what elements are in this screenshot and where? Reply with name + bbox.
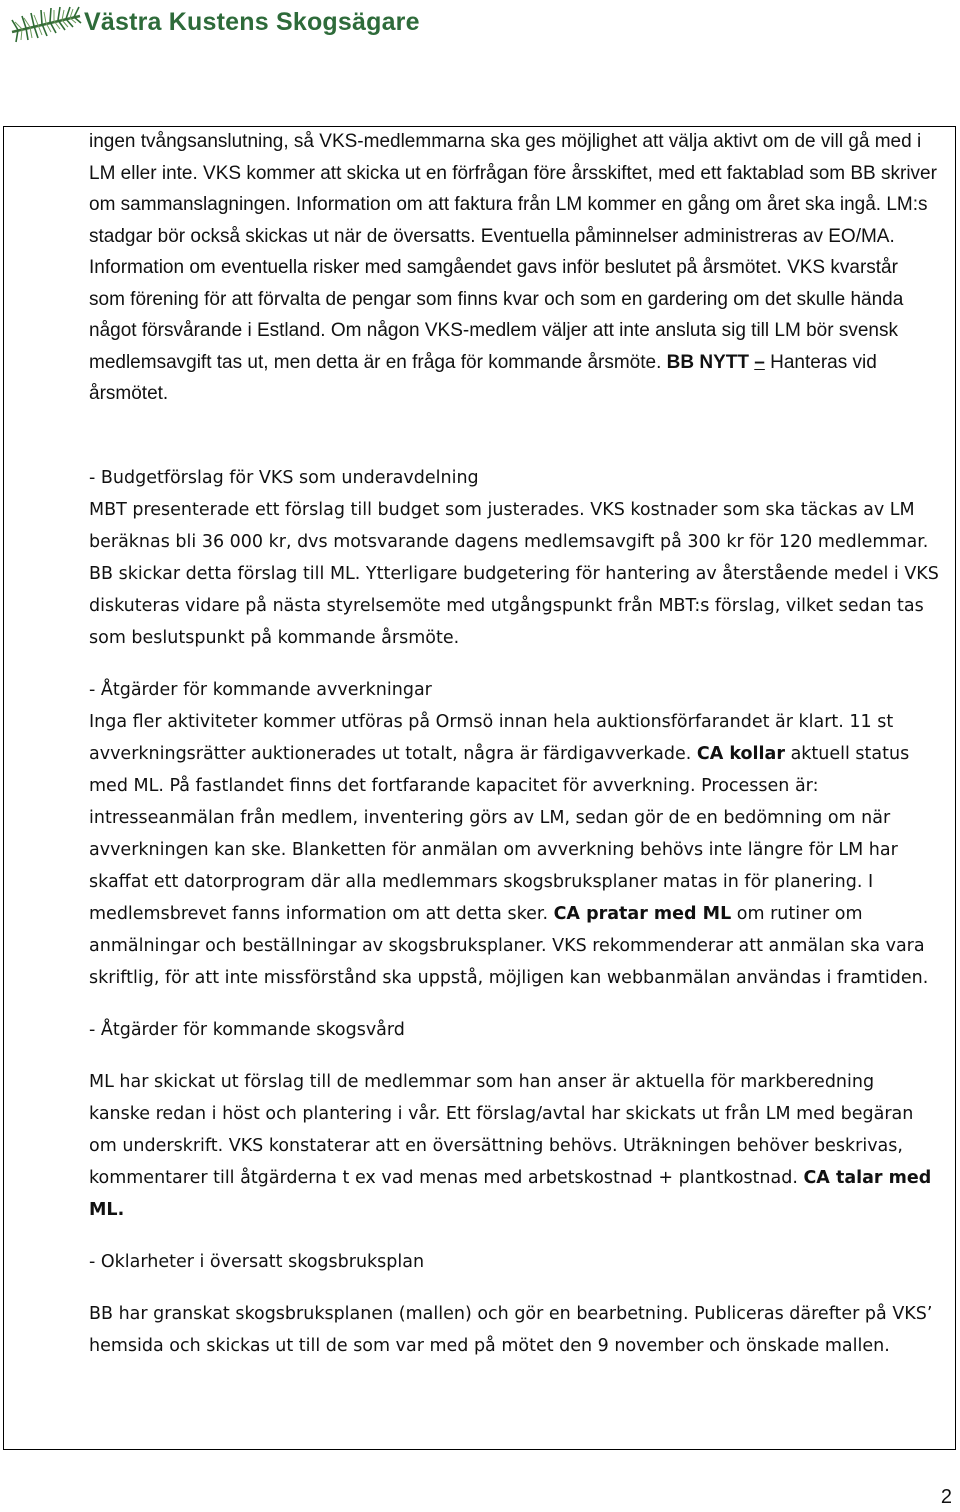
section-heading-skogsvard: - Åtgärder för kommande skogsvård: [89, 1019, 405, 1040]
bold-text: BB NYTT: [666, 351, 749, 373]
logo-text: Västra Kustens Skogsägare: [84, 8, 420, 36]
paragraph-intro: [89, 126, 939, 410]
bold-text: CA pratar med ML: [553, 903, 732, 924]
section-heading-oklarheter: - Oklarheter i översatt skogsbruksplan: [89, 1251, 425, 1272]
page-number: 2: [940, 1486, 952, 1508]
bold-dash: –: [754, 351, 765, 373]
paragraph-budget: MBT presenterade ett förslag till budget som justerades. VKS kostnader som ska täckas av LM beräknas bli 36 000 kr, dvs motsvarande dagens medlemsavgift på 300 kr för 120 medlemmar. BB skickar detta förslag till ML. Ytterligare budgetering för hantering av återstående medel i VKS diskuteras vidare på nästa styrelsemöte med utgångspunkt från MBT:s förslag, vilket sedan tas som beslutspunkt på kommande årsmöte.: [89, 499, 939, 648]
text-run: ML har skickat ut förslag till de medlemmar som han anser är aktuella för markberedning kanske redan i höst och plantering i vår. Ett förslag/avtal har skickats ut från LM med begäran om underskrift. VKS konstaterar att en översättning behövs. Uträkningen behöver beskrivas, kommentarer till åtgärderna t ex vad menas med arbetskostnad + plantkostnad.: [89, 1071, 914, 1188]
text-run: om rutiner om anmälningar och beställningar av skogsbruksplaner. VKS rekommenderar att anmälan ska vara skriftlig, för att inte missförstånd ska uppstå, möjligen kan webbanmälan användas i framtiden.: [89, 903, 929, 988]
pine-branch-icon: [8, 2, 84, 48]
page-header: [8, 2, 608, 50]
text-run: aktuell status med ML. På fastlandet finns det fortfarande kapacitet för avverkning. Processen är: intresseanmälan från medlem, inventering görs av LM, sedan gör de en bedömning om när avverkningen kan ske. Blanketten för anmälan om avverkning behövs inte längre för LM har skaffat ett datorprogram där alla medlemmars skogsbruksplaner matas in för planering. I medlemsbrevet fanns information om att detta sker.: [89, 743, 910, 924]
paragraph-avverkning: [89, 706, 939, 994]
bold-text: CA kollar: [696, 743, 785, 764]
section-heading-avverkning: - Åtgärder för kommande avverkningar: [89, 679, 432, 700]
paragraph-skogsvard: [89, 1066, 939, 1226]
section-heading-budget: - Budgetförslag för VKS som underavdelning: [89, 467, 479, 488]
text-run: Hanteras vid årsmötet.: [89, 351, 877, 404]
text-run: ingen tvångsanslutning, så VKS-medlemmarna ska ges möjlighet att välja aktivt om de vill gå med i LM eller inte. VKS kommer att skicka ut en förfrågan före årsskiftet, med ett faktablad som BB skriver om sammanslagningen. Information om att faktura från LM kommer en gång om året ska ingå. LM:s stadgar bör också skickas ut när de översatts. Eventuella påminnelser administreras av EO/MA. Information om eventuella risker med samgåendet gavs inför beslutet på årsmötet. VKS kvarstår som förening för att förvalta de pengar som finns kvar och som en gardering om det skulle hända något försvårande i Estland. Om någon VKS-medlem väljer att inte ansluta sig till LM bör svensk medlemsavgift tas ut, men detta är en fråga för kommande årsmöte.: [89, 131, 937, 373]
document-body: [89, 126, 939, 1362]
paragraph-oklarheter: BB har granskat skogsbruksplanen (mallen) och gör en bearbetning. Publiceras därefter på VKS’ hemsida och skickas ut till de som var med på mötet den 9 november och önskade mallen.: [89, 1303, 933, 1356]
bold-text: CA talar med ML.: [89, 1167, 932, 1220]
text-run: Inga fler aktiviteter kommer utföras på Ormsö innan hela auktionsförfarandet är klart. 11 st avverkningsrätter auktionerades ut totalt, några är färdigavverkade.: [89, 711, 894, 764]
